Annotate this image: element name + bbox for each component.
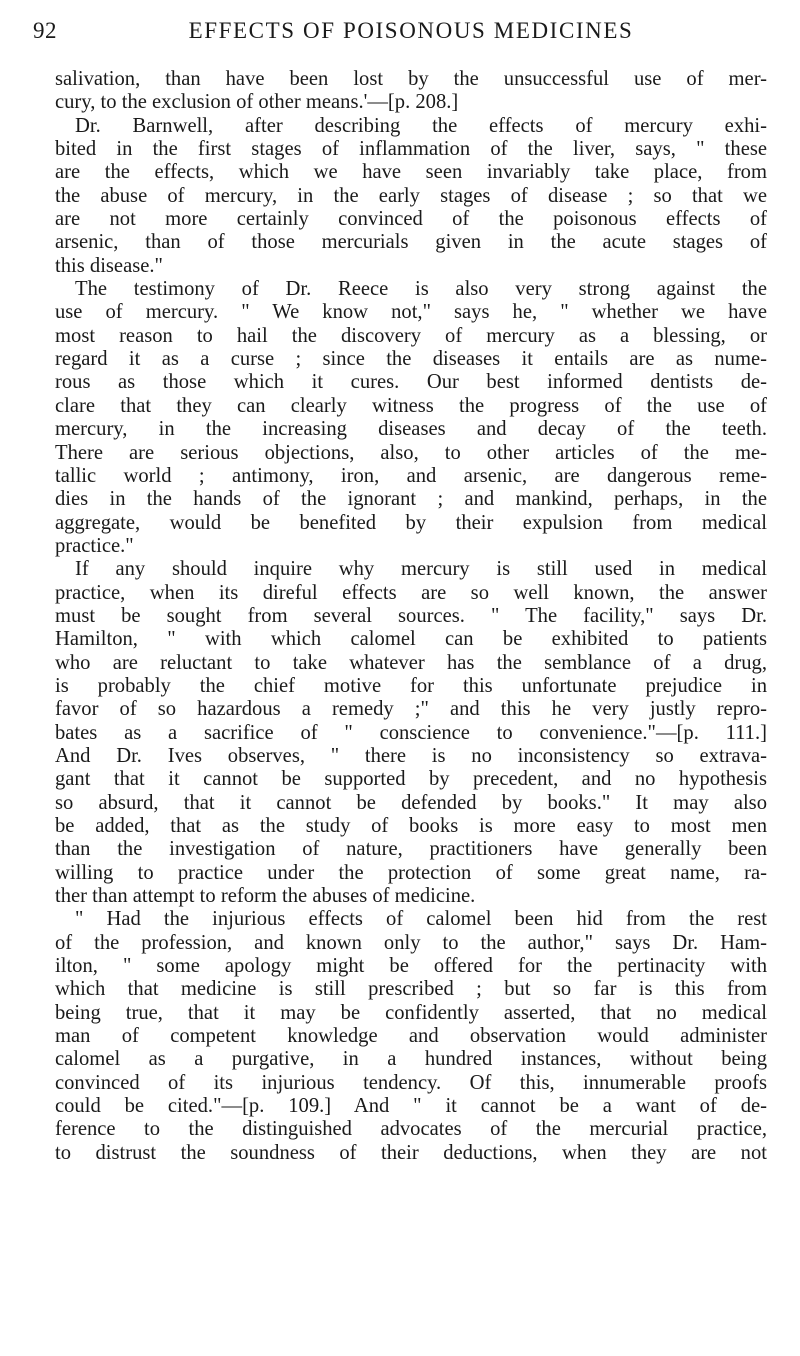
text-line: Dr. Barnwell, after describing the effects of mercury exhi- [75,114,767,137]
text-line: arsenic, than of those mercurials given in the acute stages of [55,231,767,254]
text-line: who are reluctant to take whatever has the semblance of a drug, [55,651,767,674]
text-line: ther than attempt to reform the abuses of medicine. [55,885,476,908]
text-line: ilton, " some apology might be offered for the pertinacity with [55,955,767,978]
text-line: salivation, than have been lost by the unsuccessful use of mer- [55,68,767,90]
text-line: And Dr. Ives observes, " there is no inconsistency so extrava- [55,744,767,767]
page-number: 92 [33,18,57,43]
text-line: than the investigation of nature, practitioners have generally been [55,838,767,861]
text-line: The testimony of Dr. Reece is also very strong against the [75,278,767,301]
text-line: the abuse of mercury, in the early stages of disease ; so that we [55,184,767,207]
text-line: practice." [55,534,134,557]
text-line: tallic world ; antimony, iron, and arsenic, are dangerous reme- [55,464,767,487]
text-line: this disease." [55,254,163,277]
text-line: are not more certainly convinced of the poisonous effects of [55,208,767,231]
text-line: ference to the distinguished advocates of the mercurial practice, [55,1118,767,1141]
text-line: be added, that as the study of books is more easy to most men [55,815,767,837]
text-line: is probably the chief motive for this unfortunate prejudice in [55,674,767,697]
text-line: which that medicine is still prescribed ; but so far is this from [55,978,767,1001]
text-line: rous as those which it cures. Our best informed dentists de- [55,371,767,394]
text-line: Hamilton, " with which calomel can be exhibited to patients [55,628,767,651]
text-line: favor of so hazardous a remedy ;" and this he very justly repro- [55,698,767,721]
text-line: clare that they can clearly witness the progress of the use of [55,394,767,417]
text-line: being true, that it may be confidently asserted, that no medical [55,1001,767,1024]
text-line: practice, when its direful effects are so well known, the answer [55,581,767,604]
text-line: mercury, in the increasing diseases and decay of the teeth. [55,418,767,441]
text-line: regard it as a curse ; since the diseases it entails are as nume- [55,348,767,371]
text-line: If any should inquire why mercury is still used in medical [75,558,767,581]
text-line: so absurd, that it cannot be defended by books." It may also [55,791,767,814]
text-line: of the profession, and known only to the author," says Dr. Ham- [55,931,767,954]
book-page [33,18,767,1164]
text-line: cury, to the exclusion of other means.'—[p. 208.] [55,91,459,114]
text-line: aggregate, would be benefited by their expulsion from medical [55,511,767,534]
page-header [33,18,767,58]
text-line: could be cited."—[p. 109.] And " it cannot be a want of de- [55,1095,767,1118]
text-line: bited in the first stages of inflammation of the liver, says, " these [55,138,767,161]
text-line: gant that it cannot be supported by precedent, and no hypothesis [55,768,767,791]
body-text [55,68,767,1165]
text-line: to distrust the soundness of their deductions, when they are not [55,1141,767,1164]
text-line: There are serious objections, also, to other articles of the me- [55,441,767,464]
text-line: must be sought from several sources. " The facility," says Dr. [55,604,767,627]
text-line: are the effects, which we have seen invariably take place, from [55,161,767,184]
text-line: " Had the injurious effects of calomel been hid from the rest [75,908,767,931]
text-line: calomel as a purgative, in a hundred instances, without being [55,1048,767,1071]
text-line: dies in the hands of the ignorant ; and mankind, perhaps, in the [55,488,767,511]
text-line: willing to practice under the protection of some great name, ra- [55,861,767,884]
text-line: convinced of its injurious tendency. Of this, innumerable proofs [55,1071,767,1094]
text-line: bates as a sacrifice of " conscience to convenience."—[p. 111.] [55,721,767,744]
text-line: use of mercury. " We know not," says he, " whether we have [55,301,767,324]
text-line: man of competent knowledge and observation would administer [55,1025,767,1048]
running-head: EFFECTS OF POISONOUS MEDICINES [188,18,634,43]
text-line: most reason to hail the discovery of mercury as a blessing, or [55,324,767,347]
